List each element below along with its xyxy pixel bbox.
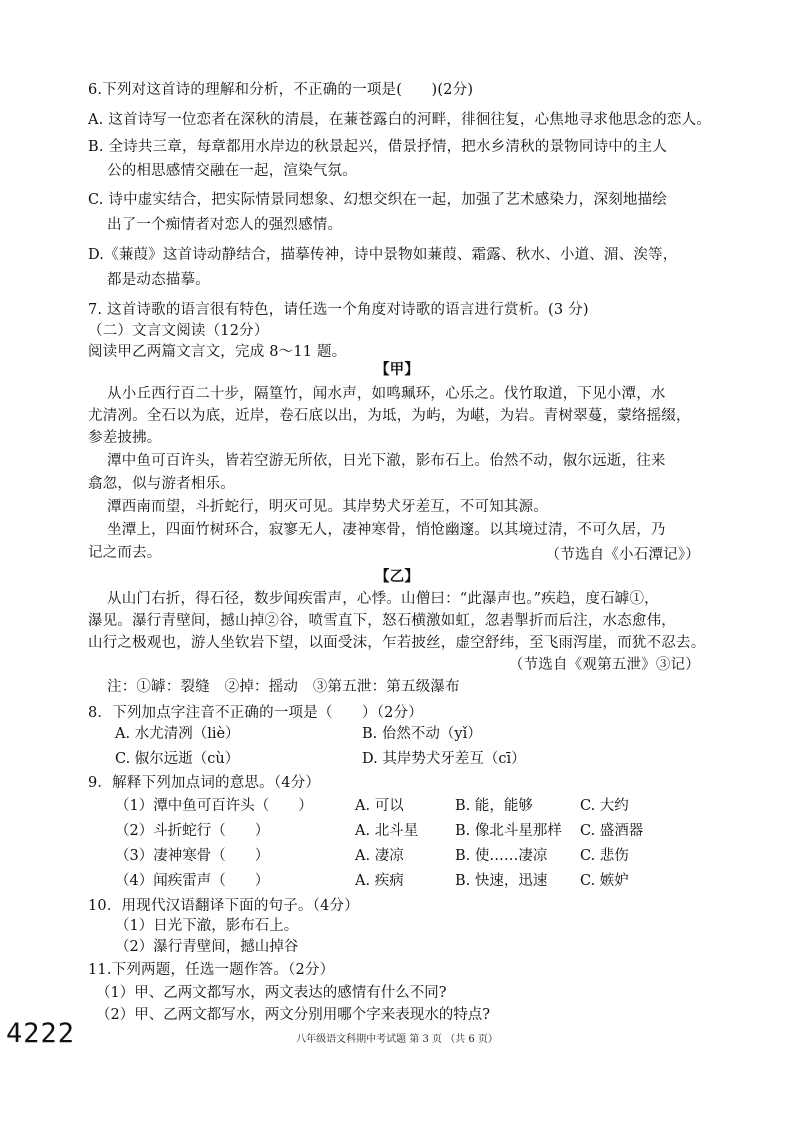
passage-jia-line: 记之而去。: [88, 545, 162, 561]
q9-choice-a: A. 可以: [355, 798, 404, 814]
q9-choice-c: C. 大约: [580, 798, 629, 814]
q6-option-b-line1: B. 全诗共三章，每章都用水岸边的秋景起兴，借景抒情，把水乡清秋的景物同诗中的主人: [88, 139, 668, 155]
q9-stem: 9．解释下列加点词的意思。（4分）: [88, 775, 321, 791]
q6-option-d-line1: D.《蒹葭》这首诗动静结合，描摹传神，诗中景物如蒹葭、霜露、秋水、小道、湄、涘等，: [88, 247, 678, 263]
q8-option-c: C. 俶尔远逝（cù）: [115, 751, 240, 767]
passage-yi-line: 从山门右折，得石径，数步闻疾雷声，心悸。山僧曰：“此瀑声也。”疾趋，度石罅①，: [107, 591, 659, 607]
q9-choice-b: B. 像北斗星那样: [455, 823, 562, 839]
q8-stem: 8．下列加点字注音不正确的一项是（ ）（2分）: [88, 705, 423, 721]
q9-item: （3）凄神寒骨（ ）: [115, 848, 270, 864]
passage-yi-source: （节选自《观第五泄》③记）: [508, 657, 700, 673]
q9-choice-b: B. 快速，迅速: [455, 873, 548, 889]
q9-choice-c: C. 悲伤: [580, 848, 629, 864]
q6-option-c-line1: C. 诗中虚实结合，把实际情景同想象、幻想交织在一起，加强了艺术感染力，深刻地描绘: [88, 192, 667, 208]
passage-yi-line: 山行之极观也，游人坐钦岩下望，以面受沫，乍若披丝，虚空舒纬，至飞雨泻崖，而犹不忍去。: [88, 635, 706, 651]
passage-yi-line: 瀑见。瀑行青壁间，撼山掉②谷，喷雪直下，怒石横激如虹，忽砉掣折而后注，水态愈伟，: [88, 613, 676, 629]
passage-jia-title: 【甲】: [374, 361, 420, 378]
q8-option-a: A. 水尤清冽（liè）: [115, 726, 240, 742]
passage-jia-line: 翕忽，似与游者相乐。: [88, 476, 235, 492]
passage-jia-line: 坐潭上，四面竹树环合，寂寥无人，凄神寒骨，悄怆幽邃。以其境过清，不可久居，乃: [107, 522, 666, 538]
passage-jia-source: （节选自《小石潭记》）: [545, 547, 700, 563]
q9-item: （1）潭中鱼可百许头（ ）: [115, 798, 313, 814]
section-heading: （二）文言文阅读（12分）: [88, 323, 269, 339]
q9-choice-a: A. 凄凉: [355, 848, 404, 864]
q11-option-2: （2）甲、乙两文都写水，两文分别用哪个字来表现水的特点?: [96, 1007, 490, 1023]
passage-jia-line: 潭西南而望，斗折蛇行，明灭可见。其岸势犬牙差互，不可知其源。: [107, 499, 548, 515]
passage-yi-notes: 注：①罅：裂缝 ②掉：摇动 ③第五泄：第五级瀑布: [107, 679, 460, 695]
q9-choice-c: C. 嫉妒: [580, 873, 629, 889]
q7-stem: 7. 这首诗歌的语言很有特色，请任选一个角度对诗歌的语言进行赏析。(3 分): [88, 302, 589, 318]
q6-option-b-line2: 公的相思感情交融在一起，渲染气氛。: [107, 163, 357, 179]
serial-number: 4222: [6, 1018, 76, 1049]
q10-sentence-2: （2）瀑行青壁间，撼山掉谷: [115, 939, 299, 955]
passage-jia-line: 参差披拂。: [88, 430, 162, 446]
q10-sentence-1: （1）日光下澈，影布石上。: [115, 918, 299, 934]
passage-yi-title: 【乙】: [374, 568, 420, 585]
q9-choice-b: B. 使……凄凉: [455, 848, 548, 864]
q8-option-b: B. 佁然不动（yǐ）: [362, 726, 482, 742]
q9-choice-b: B. 能，能够: [455, 798, 533, 814]
passage-jia-line: 潭中鱼可百许头，皆若空游无所依，日光下澈，影布石上。佁然不动，俶尔远逝，往来: [107, 453, 666, 469]
q9-choice-a: A. 疾病: [355, 873, 404, 889]
passage-jia-line: 尤清冽。全石以为底，近岸，卷石底以出，为坻，为屿，为嵁，为岩。青树翠蔓，蒙络摇缀，: [88, 408, 691, 424]
q11-option-1: （1）甲、乙两文都写水，两文表达的感情有什么不同?: [96, 985, 447, 1001]
q6-option-c-line2: 出了一个痴情者对恋人的强烈感情。: [107, 217, 343, 233]
passage-jia-line: 从小丘西行百二十步，隔篁竹，闻水声，如鸣珮环，心乐之。伐竹取道，下见小潭，水: [107, 386, 666, 402]
q11-stem: 11.下列两题，任选一题作答。（2分）: [88, 962, 335, 978]
q9-choice-c: C. 盛酒器: [580, 823, 644, 839]
page-footer: 八年级语文科期中考试题 第 3 页 （共 6 页）: [296, 1034, 498, 1045]
q6-stem: 6.下列对这首诗的理解和分析，不正确的一项是( )(2分): [88, 82, 474, 98]
q9-item: （2）斗折蛇行（ ）: [115, 823, 270, 839]
q6-option-d-line2: 都是动态描摹。: [107, 272, 210, 288]
reading-instruction: 阅读甲乙两篇文言文，完成 8～11 题。: [88, 344, 347, 360]
q9-choice-a: A. 北斗星: [355, 823, 419, 839]
q8-option-d: D. 其岸势犬牙差互（cī）: [362, 751, 526, 767]
q6-option-a: A. 这首诗写一位恋者在深秋的清晨，在蒹苍露白的河畔，徘徊往复，心焦地寻求他思念的恋人。: [88, 112, 711, 128]
q9-item: （4）闻疾雷声（ ）: [115, 873, 270, 889]
q10-stem: 10．用现代汉语翻译下面的句子。（4分）: [88, 898, 359, 914]
